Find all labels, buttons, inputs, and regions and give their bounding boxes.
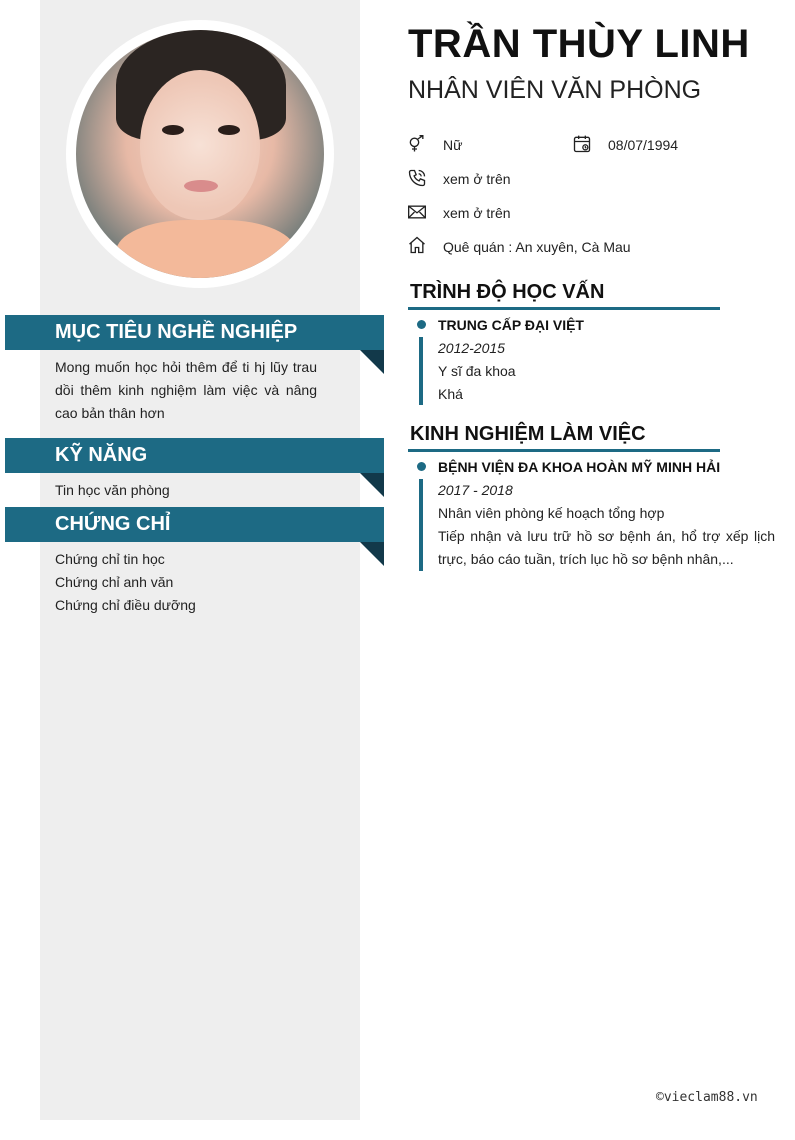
home-icon: [407, 235, 427, 255]
job-title: NHÂN VIÊN VĂN PHÒNG: [408, 76, 702, 104]
gender-value: Nữ: [443, 137, 463, 153]
profile-photo: [76, 30, 324, 278]
phone-value: xem ở trên: [443, 171, 511, 187]
certificates-heading: CHỨNG CHỈ: [5, 507, 384, 542]
email-icon: [407, 202, 427, 222]
education-grade: Khá: [438, 386, 463, 402]
experience-period: 2017 - 2018: [438, 482, 513, 498]
education-heading: TRÌNH ĐỘ HỌC VẤN: [410, 281, 605, 303]
experience-description: Tiếp nhận và lưu trữ hồ sơ bệnh án, hổ trợ xếp lịch trực, báo cáo tuần, trích lục hồ sơ bệnh nhân,...: [438, 528, 775, 567]
experience-bullet: [417, 462, 426, 471]
objective-text: Mong muốn học hỏi thêm để ti hj lũy trau dồi thêm kinh nghiệm làm việc và nâng cao bản thân hơn: [55, 359, 317, 421]
objective-fold-decoration: [360, 350, 384, 374]
skills-fold-decoration: [360, 473, 384, 497]
objective-heading: MỤC TIÊU NGHỀ NGHIỆP: [5, 315, 384, 350]
calendar-icon: [572, 134, 592, 154]
experience-timeline-bar: [419, 479, 423, 571]
skill-item: Tin học văn phòng: [55, 482, 170, 498]
birthday-value: 08/07/1994: [608, 137, 679, 153]
email-value: xem ở trên: [443, 205, 511, 221]
address-value: Quê quán : An xuyên, Cà Mau: [443, 239, 631, 255]
certificates-fold-decoration: [360, 542, 384, 566]
education-bullet: [417, 320, 426, 329]
skills-heading: KỸ NĂNG: [5, 438, 384, 473]
certificate-item: Chứng chỉ anh văn: [55, 574, 174, 590]
education-period: 2012-2015: [438, 340, 505, 356]
experience-divider: [408, 449, 720, 452]
certificate-item: Chứng chỉ điều dưỡng: [55, 597, 196, 613]
education-timeline-bar: [419, 337, 423, 405]
experience-position: Nhân viên phòng kế hoạch tổng hợp: [438, 505, 665, 521]
education-school: TRUNG CẤP ĐẠI VIỆT: [438, 317, 584, 333]
candidate-name: TRẦN THÙY LINH: [408, 22, 750, 66]
avatar: [66, 20, 334, 288]
education-major: Y sĩ đa khoa: [438, 363, 516, 379]
certificate-item: Chứng chỉ tin học: [55, 551, 165, 567]
phone-icon: [407, 168, 427, 188]
watermark: ©vieclam88.vn: [656, 1090, 758, 1105]
experience-company: BỆNH VIỆN ĐA KHOA HOÀN MỸ MINH HẢI: [438, 459, 721, 475]
education-divider: [408, 307, 720, 310]
experience-heading: KINH NGHIỆM LÀM VIỆC: [410, 423, 646, 445]
gender-icon: [407, 134, 427, 154]
